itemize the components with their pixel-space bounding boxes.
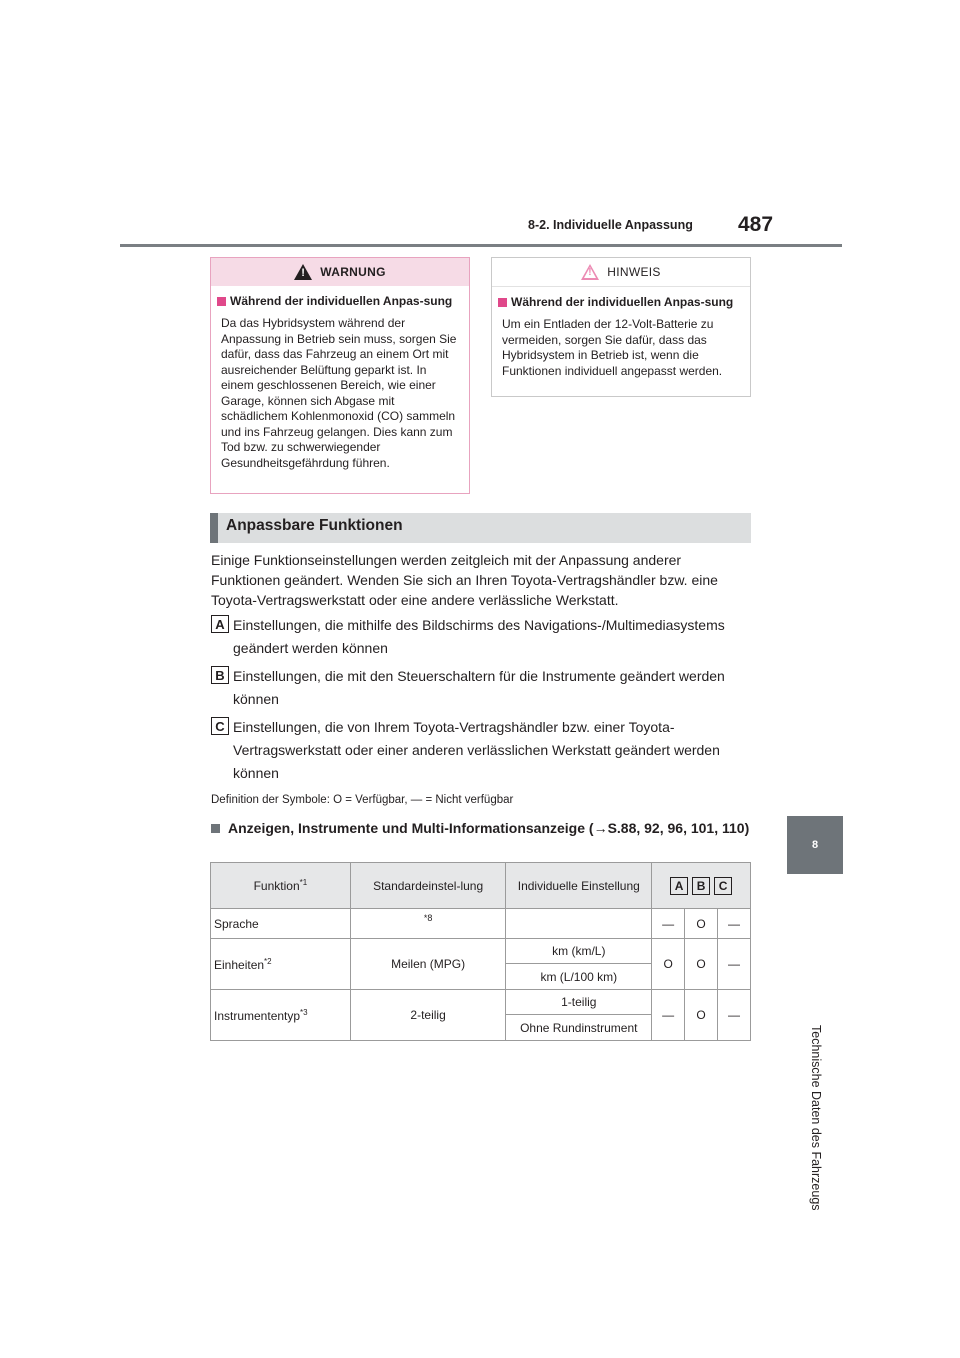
cell-default: 2-teilig [350, 990, 506, 1041]
warning-label: WARNUNG [320, 265, 386, 279]
table-subheading-text: Anzeigen, Instrumente und Multi-Informationsanzeige (→S.88, 92, 96, 101, 110) [228, 820, 750, 836]
cell-b: O [685, 939, 718, 990]
warning-subheading-text: Während der individuellen Anpas-sung [230, 294, 453, 308]
cell-a: O [652, 939, 685, 990]
section-bar-accent [210, 513, 218, 543]
notice-header [492, 258, 750, 287]
cell-custom: km (km/L) [506, 939, 652, 964]
header-function: Funktion$^{*1}$ [211, 863, 351, 909]
notice-subheading-text: Während der individuellen Anpas-sung [511, 295, 734, 309]
footnote-marker: *1 [299, 878, 308, 887]
warning-subheading [217, 294, 463, 309]
warning-icon [294, 264, 312, 280]
warning-text: Da das Hybridsystem während der Anpassung in Betrieb sein muss, sorgen Sie dafür, dass das Fahrzeug an einem Ort mit ausreichender Belüftung geparkt ist. In einem geschlossenen Bereich, wie einer Garage, können sich Abgase mit schädlichem Kohlenmonoxid (CO) sammeln und ins Fahrzeug gelangen. Dies kann zum Tod bzw. zu schwerwiegender Gesundheitsgefährdung führen. [221, 316, 457, 470]
header-default: Standardeinstel-lung [350, 863, 506, 909]
cell-b: O [685, 909, 718, 939]
cell-c: — [718, 909, 751, 939]
notice-label: HINWEIS [607, 265, 661, 279]
letter-box-b: B [692, 877, 710, 895]
notice-text: Um ein Entladen der 12-Volt-Batterie zu vermeiden, sorgen Sie dafür, dass das Hybridsystem in Betrieb ist, wenn die Funktionen individuell angepasst werden. [502, 317, 723, 378]
legend-item-a [211, 614, 751, 660]
letter-box-b: B [211, 666, 229, 684]
table-header-row [211, 863, 751, 909]
cell-function: Einheiten$^{*2}$ [211, 939, 351, 990]
header-abc [652, 863, 751, 909]
header-custom: Individuelle Einstellung [506, 863, 652, 909]
letter-box-a: A [670, 877, 688, 895]
legend-text-a: Einstellungen, die mithilfe des Bildschirms des Navigations-/Multimediasystems geändert werden können [233, 617, 725, 656]
cell-c: — [718, 990, 751, 1041]
legend-text-b: Einstellungen, die mit den Steuerschaltern für die Instrumente geändert werden können [233, 668, 725, 707]
cell-function: Instrumententyp$^{*3}$ [211, 990, 351, 1041]
letter-box-a: A [211, 615, 229, 633]
table-subheading [211, 819, 751, 838]
legend-item-c [211, 716, 751, 785]
legend-text-c: Einstellungen, die von Ihrem Toyota-Vertragshändler bzw. einer Toyota-Vertragswerkstatt oder einer anderen verlässlichen Werkstatt geändert werden können [233, 719, 720, 781]
square-bullet-icon [498, 298, 507, 307]
header-rule [120, 244, 842, 247]
square-bullet-icon [217, 297, 226, 306]
cell-custom [506, 909, 652, 939]
square-bullet-icon [211, 824, 220, 833]
symbols-definition: Definition der Symbole: O = Verfügbar, — = Nicht verfügbar [211, 794, 514, 806]
chapter-title-vertical: Technische Daten des Fahrzeugs [809, 1025, 823, 1211]
warning-box [210, 257, 470, 494]
cell-custom: km (L/100 km) [506, 964, 652, 990]
cell-default: *8 [350, 909, 506, 939]
letter-box-c: C [211, 717, 229, 735]
page-number: 487 [738, 213, 774, 236]
header-section-title: 8-2. Individuelle Anpassung [528, 218, 693, 232]
notice-subheading [498, 295, 744, 310]
table-row [211, 939, 751, 964]
cell-custom: Ohne Rundinstrument [506, 1015, 652, 1041]
chapter-tab: 8 [787, 816, 843, 874]
notice-icon [581, 264, 599, 280]
notice-box [491, 257, 751, 397]
cell-b: O [685, 990, 718, 1041]
table-row [211, 909, 751, 939]
footnote-marker: *2 [264, 956, 272, 966]
cell-custom: 1-teilig [506, 990, 652, 1015]
warning-header [211, 258, 469, 286]
section-title: Anpassbare Funktionen [226, 517, 403, 534]
cell-a: — [652, 909, 685, 939]
cell-function: Sprache [211, 909, 351, 939]
table-row [211, 990, 751, 1015]
settings-table [210, 862, 751, 1041]
intro-paragraph: Einige Funktionseinstellungen werden zeitgleich mit der Anpassung anderer Funktionen geändert. Wenden Sie sich an Ihren Toyota-Vertragshändler bzw. eine Toyota-Vertragswerkstatt oder eine andere verlässliche Werkstatt. [211, 552, 718, 608]
cell-default: Meilen (MPG) [350, 939, 506, 990]
letter-box-c: C [714, 877, 732, 895]
legend-item-b [211, 665, 751, 711]
cell-c: — [718, 939, 751, 990]
footnote-marker: *3 [300, 1007, 308, 1017]
cell-a: — [652, 990, 685, 1041]
